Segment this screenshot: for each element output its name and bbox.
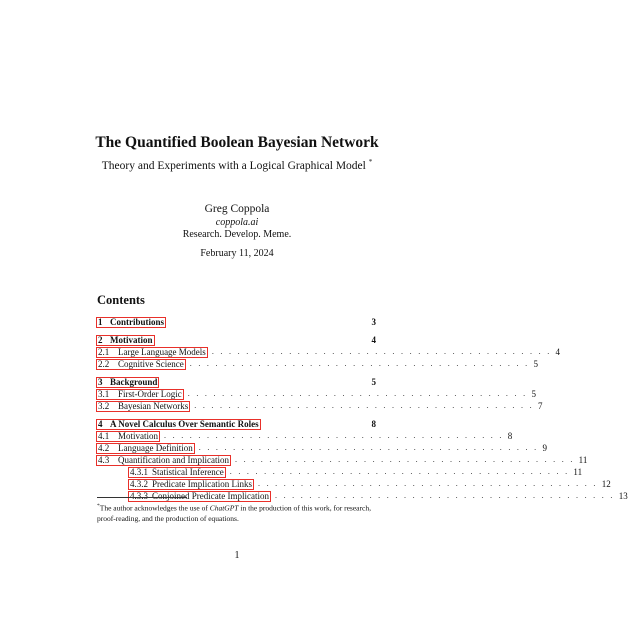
- toc-link[interactable]: [128, 491, 271, 502]
- footnote: [97, 501, 381, 524]
- toc-link[interactable]: [96, 389, 184, 400]
- toc-entry-number: 4.3.1: [130, 466, 148, 477]
- toc-entry-number: 4.2: [98, 442, 110, 453]
- toc-link[interactable]: [96, 317, 166, 328]
- contents-heading: Contents: [97, 293, 145, 307]
- toc-entry-number: 3: [98, 376, 103, 387]
- toc-link[interactable]: [96, 443, 195, 454]
- toc-entry-title: Statistical Inference: [152, 466, 224, 477]
- toc-dot-leader: . . . . . . . . . . . . . . . . . . . . . . . . . . . . . . . . . . . . . . . .: [234, 455, 575, 464]
- toc-link[interactable]: [128, 479, 254, 490]
- paper-title: The Quantified Boolean Bayesian Network: [95, 134, 379, 151]
- toc-entry-number: 2: [98, 334, 103, 345]
- toc-dot-leader: . . . . . . . . . . . . . . . . . . . . . . . . . . . . . . . . . . . . . . . .: [198, 443, 539, 452]
- toc-page-number: 8: [507, 431, 513, 441]
- toc-page-number: 4: [371, 335, 376, 345]
- toc-entry-title: Predicate Implication Links: [152, 478, 252, 489]
- toc-dot-leader: . . . . . . . . . . . . . . . . . . . . . . . . . . . . . . . . . . . . . . . .: [194, 401, 534, 410]
- toc-entry[interactable]: [96, 334, 376, 346]
- toc-link[interactable]: [128, 467, 226, 478]
- toc-entry-number: 4.1: [98, 430, 110, 441]
- toc-entry[interactable]: [96, 388, 536, 400]
- toc-entry[interactable]: [96, 358, 538, 370]
- toc-link[interactable]: [96, 431, 160, 442]
- toc-entry-title: Quantification and Implication: [118, 454, 229, 465]
- toc-link[interactable]: [96, 419, 261, 430]
- toc-entry[interactable]: [96, 316, 376, 328]
- toc-entry-number: 4: [98, 418, 103, 429]
- toc-entry-number: 4.3: [98, 454, 110, 465]
- toc-link[interactable]: [96, 455, 231, 466]
- toc-entry-title: Cognitive Science: [118, 358, 184, 369]
- toc-entry[interactable]: [96, 376, 376, 388]
- toc-entry-title: A Novel Calculus Over Semantic Roles: [110, 418, 259, 429]
- toc-entry-number: 2.2: [98, 358, 110, 369]
- toc-entry[interactable]: [96, 478, 611, 490]
- toc-entry-number: 4.3.2: [130, 478, 148, 489]
- toc-link[interactable]: [96, 377, 159, 388]
- footnote-mark: *: [97, 503, 100, 509]
- toc-entry-title: Motivation: [110, 334, 153, 345]
- toc-page-number: 9: [542, 443, 547, 453]
- footnote-text-before: The author acknowledges the use of: [99, 503, 210, 513]
- toc-page-number: 5: [371, 377, 376, 387]
- toc-dot-leader: . . . . . . . . . . . . . . . . . . . . . . . . . . . . . . . . . . . . . . . .: [211, 347, 552, 356]
- toc-dot-leader: . . . . . . . . . . . . . . . . . . . . . . . . . . . . . . . . . . . . . . . .: [274, 491, 615, 500]
- toc-entry-title: First-Order Logic: [118, 388, 182, 399]
- toc-entry[interactable]: [96, 454, 588, 466]
- toc-link[interactable]: [96, 335, 155, 346]
- paper-subtitle: [0, 158, 474, 172]
- toc-entry-number: 4.3.3: [130, 490, 148, 501]
- toc-page-number: 5: [531, 389, 536, 399]
- subtitle-text: Theory and Experiments with a Logical Graphical Model: [101, 159, 366, 172]
- toc-page-number: 12: [601, 479, 611, 489]
- paper-date: February 11, 2024: [200, 248, 274, 259]
- toc-dot-leader: . . . . . . . . . . . . . . . . . . . . . . . . . . . . . . . . . . . . . . . .: [229, 467, 570, 476]
- toc-entry-title: Contributions: [110, 316, 165, 327]
- toc-page-number: 11: [573, 467, 583, 477]
- toc-dot-leader: . . . . . . . . . . . . . . . . . . . . . . . . . . . . . . . . . . . . . . . .: [187, 389, 528, 398]
- toc-entry-number: 2.1: [98, 346, 110, 357]
- footnote-text-after: in the production of this work, for research, proof-reading, and the production of equations.: [97, 503, 371, 523]
- toc-entry[interactable]: [96, 418, 376, 430]
- footnote-divider: [97, 497, 187, 498]
- toc-entry-number: 1: [98, 316, 103, 327]
- toc-entry[interactable]: [96, 442, 547, 454]
- toc-entry[interactable]: [96, 430, 513, 442]
- toc-entry[interactable]: [96, 400, 543, 412]
- page-number: 1: [234, 550, 240, 561]
- author-name: Greg Coppola: [204, 203, 270, 215]
- toc-page-number: 7: [537, 401, 543, 411]
- toc-entry-title: Conjoined Predicate Implication: [152, 490, 269, 501]
- toc-page-number: 4: [555, 347, 561, 357]
- toc-link[interactable]: [96, 347, 208, 358]
- toc-entry[interactable]: [96, 346, 561, 358]
- footnote-marker[interactable]: *: [368, 158, 373, 166]
- toc-entry-title: Language Definition: [118, 442, 193, 453]
- toc-entry-number: 3.1: [98, 388, 110, 399]
- toc-page-number: 8: [371, 419, 376, 429]
- toc-dot-leader: . . . . . . . . . . . . . . . . . . . . . . . . . . . . . . . . . . . . . . . .: [164, 431, 504, 440]
- toc-page-number: 13: [618, 491, 628, 501]
- table-of-contents: [96, 316, 628, 502]
- toc-entry-number: 3.2: [98, 400, 110, 411]
- toc-page-number: 3: [371, 317, 376, 327]
- toc-page-number: 5: [533, 359, 538, 369]
- toc-entry-title: Background: [110, 376, 158, 387]
- toc-entry-title: Bayesian Networks: [118, 400, 189, 411]
- author-tagline: Research. Develop. Meme.: [182, 229, 292, 240]
- toc-entry[interactable]: [96, 466, 583, 478]
- toc-page-number: 11: [578, 455, 588, 465]
- toc-dot-leader: . . . . . . . . . . . . . . . . . . . . . . . . . . . . . . . . . . . . . . . .: [189, 359, 530, 368]
- toc-link[interactable]: [96, 401, 190, 412]
- toc-entry-title: Motivation: [118, 430, 158, 441]
- author-affiliation: coppola.ai: [215, 217, 259, 228]
- toc-entry-title: Large Language Models: [118, 346, 206, 357]
- toc-dot-leader: . . . . . . . . . . . . . . . . . . . . . . . . . . . . . . . . . . . . . . . .: [257, 479, 598, 488]
- toc-link[interactable]: [96, 359, 186, 370]
- footnote-emphasis: ChatGPT: [209, 503, 239, 513]
